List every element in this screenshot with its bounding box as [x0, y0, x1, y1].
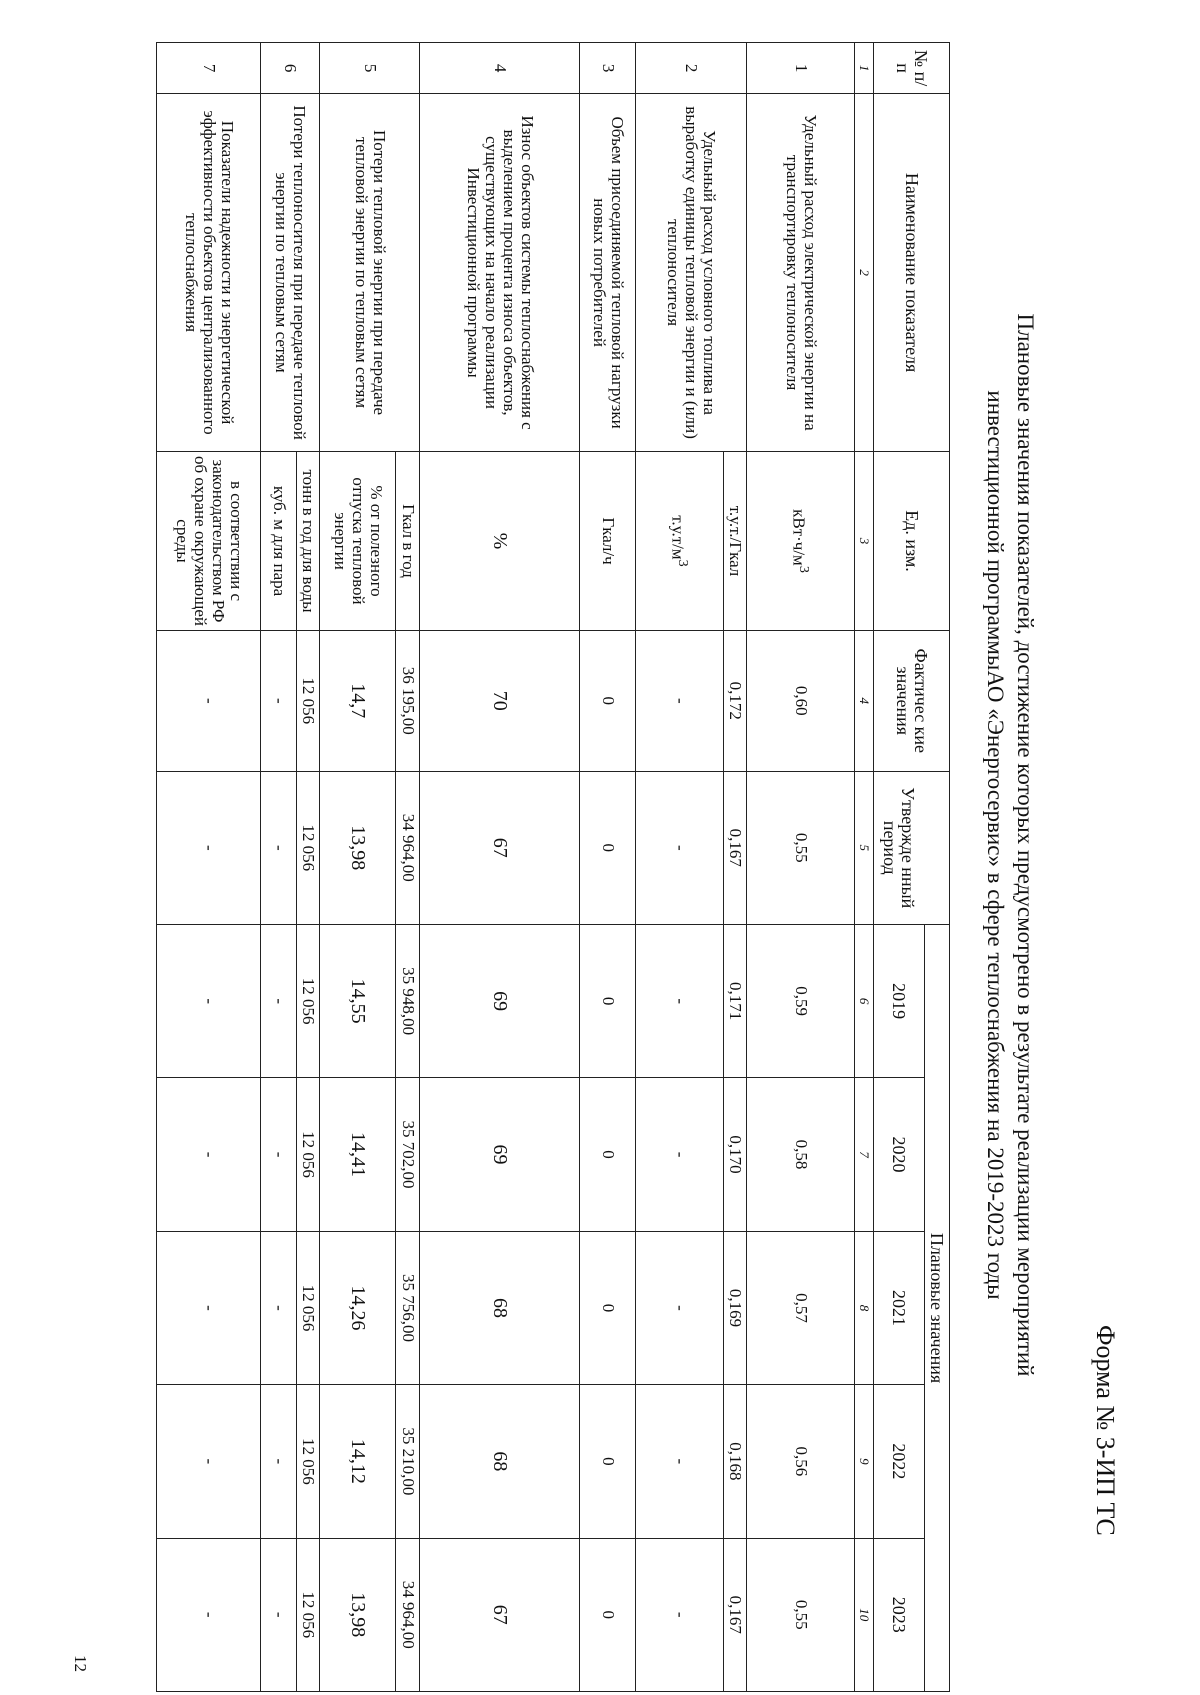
row-unit: %	[420, 452, 580, 631]
header-year: 2022	[874, 1385, 925, 1538]
cell-value: 13,98	[320, 1538, 396, 1691]
table-row	[580, 43, 636, 1692]
cell-value: 0,168	[724, 1385, 747, 1538]
cell-value: 35 702,00	[396, 1078, 420, 1231]
col-index: 4	[855, 630, 874, 771]
header-year: 2019	[874, 924, 925, 1077]
cell-value: 0,60	[747, 630, 855, 771]
row-unit: тонн в год для воды	[297, 452, 320, 631]
row-unit: в соответствии с законодательством РФ об охране окружающей среды	[157, 452, 261, 631]
cell-value: 14,7	[320, 630, 396, 771]
row-name: Удельный расход условного топлива на выработку единицы тепловой энергии и (или) теплоносителя	[636, 94, 747, 452]
row-num: 7	[157, 43, 261, 94]
cell-value: 0	[580, 924, 636, 1077]
cell-value: 12 056	[297, 1538, 320, 1691]
header-year: 2023	[874, 1538, 925, 1691]
cell-value: 69	[420, 924, 580, 1077]
cell-value: 34 964,00	[396, 1538, 420, 1691]
title-line-2: инвестиционной программыАО «Энергосервис» в сфере теплоснабжения на 2019-2023 годы	[983, 390, 1008, 1300]
cell-value: 14,55	[320, 924, 396, 1077]
col-index: 3	[855, 452, 874, 631]
row-num: 5	[320, 43, 420, 94]
cell-value: 0,170	[724, 1078, 747, 1231]
cell-value: 69	[420, 1078, 580, 1231]
row-num: 2	[636, 43, 747, 94]
row-unit: т.у.т./Гкал	[724, 452, 747, 631]
col-index: 5	[855, 771, 874, 924]
form-label: Форма № 3-ИП ТС	[1091, 1325, 1120, 1536]
cell-value: -	[157, 771, 261, 924]
cell-value: 0	[580, 1385, 636, 1538]
row-name: Объем присоединяемой тепловой нагрузки новых потребителей	[580, 94, 636, 452]
cell-value: 0	[580, 1538, 636, 1691]
cell-value: -	[157, 924, 261, 1077]
row-name: Износ объектов системы теплоснабжения с выделением процента износа объектов, существующих на начало реализации Инвестиционной программы	[420, 94, 580, 452]
header-empty	[925, 771, 950, 924]
cell-value: 0	[580, 1078, 636, 1231]
cell-value: -	[636, 1385, 724, 1538]
row-num: 1	[747, 43, 855, 94]
col-index: 6	[855, 924, 874, 1077]
header-planned-group: Плановые значения	[925, 924, 950, 1691]
cell-value: -	[157, 1385, 261, 1538]
cell-value: -	[636, 771, 724, 924]
col-index: 7	[855, 1078, 874, 1231]
column-index-row	[855, 43, 874, 1692]
row-unit: $кВт\cdot ч/м^3$	[747, 452, 855, 631]
row-name: Показатели надежности и энергетической эффективности объектов централизованного теплоснабжения	[157, 94, 261, 452]
title-line-1: Плановые значения показателей, достижение которых предусмотрено в результате реализации мероприятий	[1013, 313, 1038, 1377]
row-name: Потери теплоносителя при передаче тепловой энергии по тепловым сетям	[261, 94, 320, 452]
cell-value: 68	[420, 1385, 580, 1538]
table-row	[396, 43, 420, 1692]
cell-value: 68	[420, 1231, 580, 1384]
row-num: 6	[261, 43, 320, 94]
cell-value: -	[157, 630, 261, 771]
cell-value: 0	[580, 630, 636, 771]
page-number: 12	[71, 1655, 90, 1672]
cell-value: 0,167	[724, 771, 747, 924]
cell-value: 0,167	[724, 1538, 747, 1691]
table-row	[420, 43, 580, 1692]
cell-value: 0,171	[724, 924, 747, 1077]
cell-value: -	[636, 1078, 724, 1231]
col-index: 10	[855, 1538, 874, 1691]
cell-value: 0,56	[747, 1385, 855, 1538]
cell-value: 14,26	[320, 1231, 396, 1384]
cell-value: -	[261, 1385, 297, 1538]
document-title	[980, 180, 1040, 1510]
cell-value: 35 210,00	[396, 1385, 420, 1538]
cell-value: 14,12	[320, 1385, 396, 1538]
cell-value: 12 056	[297, 1078, 320, 1231]
col-index: 9	[855, 1385, 874, 1538]
cell-value: 70	[420, 630, 580, 771]
cell-value: 14,41	[320, 1078, 396, 1231]
header-approved: Утвержде нный период	[874, 771, 925, 924]
cell-value: -	[157, 1231, 261, 1384]
row-unit: куб. м для пара	[261, 452, 297, 631]
cell-value: -	[157, 1078, 261, 1231]
cell-value: 0,57	[747, 1231, 855, 1384]
header-name: Наименование показателя	[874, 94, 950, 452]
cell-value: 0,169	[724, 1231, 747, 1384]
cell-value: 35 948,00	[396, 924, 420, 1077]
cell-value: 12 056	[297, 771, 320, 924]
cell-value: 12 056	[297, 630, 320, 771]
indicators-table	[157, 42, 951, 1692]
cell-value: 0,55	[747, 1538, 855, 1691]
cell-value: 0,59	[747, 924, 855, 1077]
row-unit: % от полезного отпуска тепловой энергии	[320, 452, 396, 631]
cell-value: 0,58	[747, 1078, 855, 1231]
cell-value: 0	[580, 771, 636, 924]
row-unit: Гкал/ч	[580, 452, 636, 631]
cell-value: -	[636, 1231, 724, 1384]
cell-value: 0,172	[724, 630, 747, 771]
cell-value: -	[261, 924, 297, 1077]
row-name: Потери тепловой энергии при передаче тепловой энергии по тепловым сетям	[320, 94, 420, 452]
col-index: 2	[855, 94, 874, 452]
cell-value: 67	[420, 771, 580, 924]
row-name: Удельный расход электрической энергии на транспортировку теплоносителя	[747, 94, 855, 452]
header-num: № п/п	[874, 43, 950, 94]
cell-value: 12 056	[297, 1231, 320, 1384]
header-unit: Ед. изм.	[874, 452, 950, 631]
cell-value: -	[636, 630, 724, 771]
row-num: 4	[420, 43, 580, 94]
cell-value: -	[636, 924, 724, 1077]
cell-value: 34 964,00	[396, 771, 420, 924]
row-unit: $т.у.т/м^3$	[636, 452, 724, 631]
col-index: 1	[855, 43, 874, 94]
cell-value: 13,98	[320, 771, 396, 924]
cell-value: 35 756,00	[396, 1231, 420, 1384]
cell-value: 67	[420, 1538, 580, 1691]
table-row	[297, 43, 320, 1692]
cell-value: 36 195,00	[396, 630, 420, 771]
cell-value: -	[261, 1078, 297, 1231]
table-row	[724, 43, 747, 1692]
cell-value: -	[261, 630, 297, 771]
row-num: 3	[580, 43, 636, 94]
cell-value: -	[261, 771, 297, 924]
table-row	[157, 43, 261, 1692]
cell-value: -	[261, 1538, 297, 1691]
cell-value: 12 056	[297, 1385, 320, 1538]
cell-value: 12 056	[297, 924, 320, 1077]
cell-value: 0	[580, 1231, 636, 1384]
header-year: 2020	[874, 1078, 925, 1231]
row-unit: Гкал в год	[396, 452, 420, 631]
cell-value: -	[261, 1231, 297, 1384]
cell-value: 0,55	[747, 771, 855, 924]
cell-value: -	[636, 1538, 724, 1691]
table-row	[747, 43, 855, 1692]
cell-value: -	[157, 1538, 261, 1691]
header-year: 2021	[874, 1231, 925, 1384]
col-index: 8	[855, 1231, 874, 1384]
header-actual: Фактичес кие значения	[874, 630, 950, 771]
